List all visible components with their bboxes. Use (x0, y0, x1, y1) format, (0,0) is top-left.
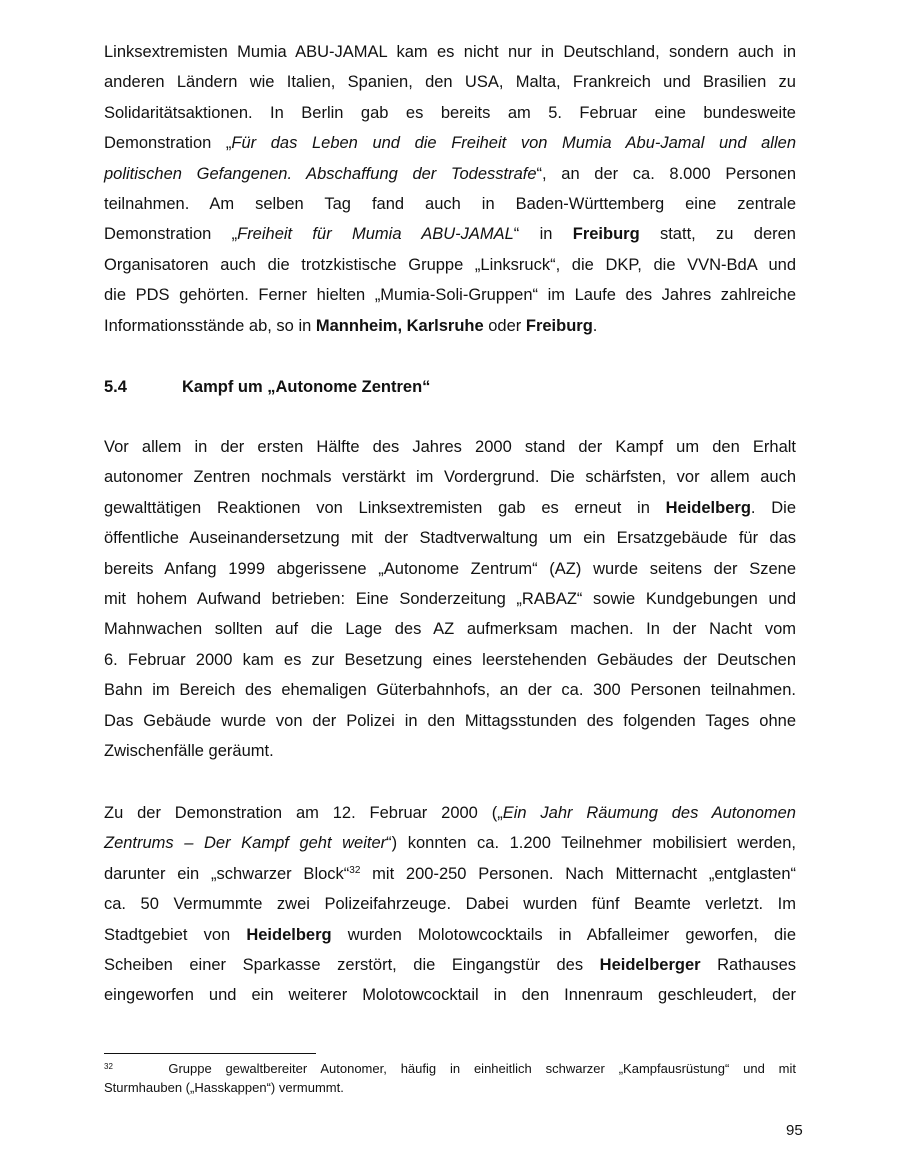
text-line: Zu der Demonstration am 12. Februar 2000 („Ein Jahr Räumung des Autonomen (104, 804, 796, 822)
text-line: darunter ein „schwarzer Block“$^{32}$ mit 200-250 Personen. Nach Mitternacht „entglasten“ (104, 864, 796, 883)
text-line: Zentrums – Der Kampf geht weiter“) konnten ca. 1.200 Teilnehmer mobilisiert werden, (104, 834, 796, 853)
text-line: Scheiben einer Sparkasse zerstört, die Eingangstür des Heidelberger Rathauses (104, 956, 796, 975)
text-line: Linksextremisten Mumia ABU-JAMAL kam es nicht nur in Deutschland, sondern auch in (104, 43, 796, 61)
text-line: 6. Februar 2000 kam es zur Besetzung eines leerstehenden Gebäudes der Deutschen (104, 650, 796, 669)
text-line: mit hohem Aufwand betrieben: Eine Sonderzeitung „RABAZ“ sowie Kundgebungen und (104, 590, 796, 609)
text-line: anderen Ländern wie Italien, Spanien, den USA, Malta, Frankreich und Brasilien zu (104, 73, 796, 92)
footnote-marker: 32 (104, 1062, 113, 1071)
section-heading (104, 372, 430, 402)
text-line: Mahnwachen sollten auf die Lage des AZ aufmerksam machen. In der Nacht vom (104, 620, 796, 639)
page-number: 95 (786, 1122, 803, 1139)
text-line: ca. 50 Vermummte zwei Polizeifahrzeuge. Dabei wurden fünf Beamte verletzt. Im (104, 895, 796, 914)
text-line: Demonstration „Für das Leben und die Freiheit von Mumia Abu-Jamal und allen (104, 134, 796, 153)
text-line: Organisatoren auch die trotzkistische Gruppe „Linksruck“, die DKP, die VVN-BdA und (104, 255, 796, 274)
text-line: gewalttätigen Reaktionen von Linksextremisten gab es erneut in Heidelberg. Die (104, 498, 796, 517)
paragraph-demonstration (104, 798, 796, 1011)
footnote-32 (104, 1060, 796, 1097)
text-line: Demonstration „Freiheit für Mumia ABU-JAMAL“ in Freiburg statt, zu deren (104, 225, 796, 244)
text-line: bereits Anfang 1999 abgerissene „Autonome Zentrum“ (AZ) wurde seitens der Szene (104, 559, 796, 578)
footnote-text: Gruppe gewaltbereiter Autonomer, häufig in einheitlich schwarzer „Kampfausrüstung“ und mit (168, 1061, 797, 1076)
footnote-line: Sturmhauben („Hasskappen“) vermummt. (104, 1079, 344, 1095)
text-line: Bahn im Bereich des ehemaligen Güterbahnhofs, an der ca. 300 Personen teilnahmen. (104, 681, 796, 700)
text-line: Informationsstände ab, so in Mannheim, Karlsruhe oder Freiburg. (104, 316, 598, 335)
text-line: politischen Gefangenen. Abschaffung der Todesstrafe“, an der ca. 8.000 Personen (104, 164, 796, 183)
text-line: Solidaritätsaktionen. In Berlin gab es bereits am 5. Februar eine bundesweite (104, 103, 796, 122)
paragraph-mumia-solidarity (104, 37, 796, 341)
text-line: Das Gebäude wurde von der Polizei in den Mittagsstunden des folgenden Tages ohne (104, 711, 796, 730)
text-line: Zwischenfälle geräumt. (104, 742, 274, 761)
text-line: Vor allem in der ersten Hälfte des Jahres 2000 stand der Kampf um den Erhalt (104, 438, 796, 456)
text-line: autonomer Zentren nochmals verstärkt im Vordergrund. Die schärfsten, vor allem auch (104, 468, 796, 487)
text-line: die PDS gehörten. Ferner hielten „Mumia-Soli-Gruppen“ im Laufe des Jahres zahlreiche (104, 286, 796, 305)
section-number: 5.4 (104, 378, 127, 396)
paragraph-autonomous-centers (104, 432, 796, 766)
footnote-line (104, 1060, 796, 1079)
text-line: Stadtgebiet von Heidelberg wurden Molotowcocktails in Abfalleimer geworfen, die (104, 925, 796, 944)
section-title: Kampf um „Autonome Zentren“ (182, 378, 431, 396)
text-line: teilnahmen. Am selben Tag fand auch in Baden-Württemberg eine zentrale (104, 195, 796, 214)
text-line: öffentliche Auseinandersetzung mit der Stadtverwaltung um ein Ersatzgebäude für das (104, 529, 796, 548)
footnote-separator (104, 1053, 316, 1054)
text-line: eingeworfen und ein weiterer Molotowcocktail in den Innenraum geschleudert, der (104, 986, 796, 1005)
